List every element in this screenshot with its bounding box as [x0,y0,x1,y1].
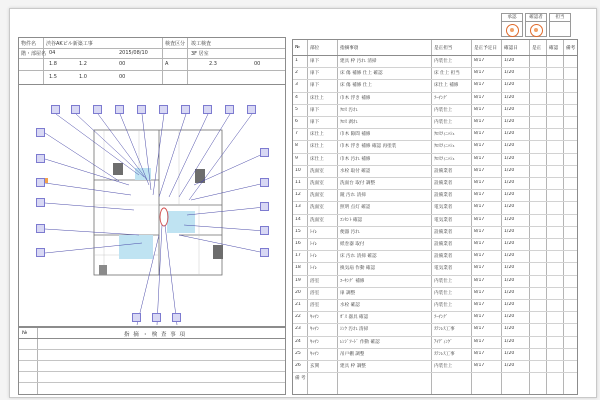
marker-box[interactable] [51,105,60,114]
table-cell: 電気業者 [434,266,453,272]
table-cell: 1/20 [504,180,515,185]
table-cell: ﾄｲﾚ [310,254,317,260]
table-cell: 8/17 [474,131,485,137]
marker-box[interactable] [137,105,146,114]
table-cell: ﾄｲﾚ [310,229,317,235]
marker-box[interactable] [36,248,45,257]
table-cell: 1/20 [504,106,515,112]
table-row[interactable] [293,276,577,288]
table-cell: 浴室 [310,290,320,296]
table-row[interactable] [293,56,577,68]
marker-box[interactable] [132,313,141,322]
list-header-cell: 部位 [310,46,320,51]
table-cell: 巾木 隙間 補修 [340,132,371,138]
table-cell: 1/20 [504,119,515,124]
list-footer-label: 備 考 [295,376,306,382]
remarks-no-header: № [22,330,28,336]
table-row[interactable] [293,227,577,239]
marker-box[interactable] [181,105,190,114]
table-cell: 1/20 [504,143,515,149]
table-cell: 8/17 [474,363,485,368]
table-cell: 内装仕上 [434,59,453,64]
table-row[interactable] [293,263,577,275]
marker-box[interactable] [260,248,269,257]
table-cell: 15 [295,228,301,234]
table-cell: 1/20 [504,70,515,76]
table-cell: 8/17 [474,350,485,356]
table-cell: 内装仕上 [434,278,453,284]
site-label: 物件名 [21,41,37,47]
table-cell: 22 [295,314,301,320]
list-header-cell: № [295,45,300,50]
stamp-approve [501,13,523,37]
marker-box[interactable] [159,105,168,114]
table-cell: 7 [295,131,298,137]
table-cell: 8/17 [474,314,485,320]
approval-stamps [501,13,575,37]
marker-box[interactable] [152,313,161,322]
table-cell: 8/17 [474,106,485,112]
table-row[interactable] [293,361,577,373]
table-cell: 扉下 [310,83,320,89]
table-cell: 玄関 [310,364,320,369]
table-row[interactable] [293,154,577,166]
table-cell: 1/20 [504,326,515,332]
table-cell: ｷｯﾁﾝ [310,351,320,357]
marker-box[interactable] [115,105,124,114]
list-header-cell: 是正担当 [434,46,453,51]
marker-box[interactable] [71,105,80,114]
table-cell: 巾木 浮き 補修 [340,95,371,101]
floor-value-code: 04 [49,50,56,56]
table-cell: 浴室 [310,278,320,284]
table-cell: 洗面室 [310,193,324,199]
table-cell: 建具 枠 調整 [340,364,366,369]
table-cell: 1/20 [504,167,515,173]
inspection-type-value: 竣工検査 [191,41,212,47]
table-cell: ｶﾞｽ 器具 確認 [340,315,369,321]
table-cell: ｸﾛｽﾌｨﾆｯｼｭ [434,132,455,138]
table-cell: 内装仕上 [434,364,453,369]
table-cell: 1/20 [504,192,515,198]
marker-box[interactable] [172,313,181,322]
table-cell: 1/20 [504,302,515,307]
floor-label: 階・部屋名 [21,51,47,57]
marker-box[interactable] [260,202,269,211]
table-row[interactable] [293,190,577,202]
table-cell: 8/17 [474,82,485,88]
table-cell: 25 [295,350,301,356]
table-cell: 18 [295,265,301,271]
table-cell: 1/20 [504,228,515,234]
table-cell: 設備業者 [434,254,453,260]
document-sheet [9,8,597,398]
table-cell: 8/17 [474,228,485,234]
marker-box[interactable] [260,148,269,157]
table-cell: 16 [295,241,301,246]
table-cell: 10 [295,167,301,173]
table-cell: 1/20 [504,94,515,100]
table-cell: 5 [295,106,298,112]
table-cell: 8/17 [474,302,485,307]
table-cell: ﾌｰﾁﾝｸﾞ [434,315,448,321]
inspection-info-header [18,37,286,85]
table-cell: 14 [295,216,301,222]
site-value: 渋谷AKビル新築工事 [46,41,93,47]
table-cell: 8/17 [474,265,485,271]
table-cell: 洗面台 取付 調整 [340,181,376,186]
floor-plan-drawing [18,85,286,327]
table-cell: 床 仕上 担当 [434,71,460,77]
table-row[interactable] [293,202,577,214]
table-cell: 設備業者 [434,242,453,247]
table-cell: 内装仕上 [434,107,453,113]
marker-box[interactable] [36,154,45,163]
table-cell: 1/20 [504,350,515,356]
table-cell: ﾄｲﾚ [310,242,317,247]
table-cell: 扉下 [310,59,320,64]
table-cell: 8/17 [474,338,485,344]
list-header-cell: 指摘事項 [340,46,359,51]
table-cell: 1/20 [504,131,515,137]
table-cell: ｷｯﾁﾝ [310,339,320,345]
table-cell: 水栓 確認 [340,303,360,308]
table-cell: 8/17 [474,192,485,198]
table-row[interactable] [293,215,577,227]
table-row[interactable] [293,239,577,251]
table-cell: 8/17 [474,180,485,185]
table-cell: 床仕上 [310,156,324,162]
table-cell: 水栓 取付 確認 [340,168,371,174]
table-cell: 1/20 [504,338,515,344]
table-cell: 床 傷 補修 仕上 確認 [340,71,383,77]
table-cell: ﾌｰﾁﾝｸﾞ [434,95,448,101]
table-cell: 1/20 [504,265,515,271]
list-footer-row [293,373,577,385]
marker-box[interactable] [36,224,45,233]
table-cell: 内装仕上 [434,120,453,125]
table-row[interactable] [293,129,577,141]
table-cell: ﾚﾝｼﾞﾌｰﾄﾞ 作動 確認 [340,339,380,345]
table-cell: 吊戸棚 調整 [340,351,365,357]
table-row[interactable] [293,288,577,300]
table-row[interactable] [293,166,577,178]
table-cell: 8/17 [474,70,485,76]
floor-value: 3F 居室 [191,51,209,57]
info-value: 1.0 [79,74,87,80]
table-cell: 巾木 汚れ 補修 [340,156,371,162]
info-value: 1.8 [49,61,57,67]
table-row[interactable] [293,349,577,361]
table-cell: 8/17 [474,204,485,210]
table-cell: 電気業者 [434,205,453,211]
table-row[interactable] [293,93,577,105]
inspection-list-table [292,39,578,395]
info-value: 00 [254,61,261,67]
marker-box[interactable] [247,105,256,114]
marker-box[interactable] [36,198,45,207]
table-cell: 8/17 [474,155,485,161]
seal-icon [506,24,519,37]
table-row[interactable] [293,178,577,190]
remarks-table [18,327,286,395]
table-cell: 9 [295,155,298,161]
table-cell: 建具 枠 汚れ 清掃 [340,59,377,64]
table-cell: ｸﾛｽﾌｨﾆｯｼｭ [434,156,455,162]
table-cell: 1/20 [504,314,515,320]
table-cell: 洗面室 [310,205,324,211]
table-cell: ｼﾝｸ 汚れ 清掃 [340,327,369,333]
table-row[interactable] [293,68,577,80]
info-value: 1.5 [49,74,57,80]
table-cell: 1 [295,58,298,63]
table-cell: ｺﾝｾﾝﾄ 確認 [340,217,363,223]
table-cell: 1/20 [504,241,515,246]
table-cell: 8/17 [474,326,485,332]
table-cell: 17 [295,253,301,259]
table-cell: 8/17 [474,167,485,173]
list-header-cell: 是正予定日 [474,46,497,51]
table-row[interactable] [293,117,577,129]
table-cell: 13 [295,204,301,210]
list-header-cell: 是正 [532,46,542,51]
table-cell: 設備業者 [434,193,453,199]
table-cell: 洗面室 [310,181,324,186]
table-cell: 1/20 [504,58,515,63]
stamp-header: 担当 [550,14,570,22]
marker-box[interactable] [36,178,45,187]
table-cell: 19 [295,277,301,283]
info-value: 1.2 [79,61,87,67]
table-cell: 床仕上 [310,144,324,150]
table-cell: ｽﾃﾝﾚｽ工事 [434,327,455,333]
list-header-cell: 確認日 [504,46,518,51]
table-cell: ｸﾛｽ 剥れ [340,120,358,125]
table-cell: 1/20 [504,216,515,222]
table-cell: 洗面室 [310,168,324,174]
table-cell: 換気扇 作動 確認 [340,266,376,272]
stamp-header: 承認 [502,14,522,22]
marker-box[interactable] [225,105,234,114]
table-cell: 6 [295,119,298,124]
table-cell: 巾木 浮き 補修 確認 再塗装 [340,144,397,150]
table-cell: 26 [295,363,301,368]
table-cell: 床仕上 [310,95,324,101]
floor-plan-svg [19,85,285,325]
table-cell: ｸﾛｽﾌｨﾆｯｼｭ [434,144,455,150]
table-cell: 8/17 [474,58,485,63]
table-cell: 20 [295,289,301,295]
table-cell: 浴室 [310,303,320,308]
table-cell: 設備業者 [434,181,453,186]
table-cell: 8/17 [474,253,485,259]
table-cell: 設備業者 [434,168,453,174]
list-header-cell: 確認 [549,46,559,51]
marker-box[interactable] [260,178,269,187]
table-cell: 1/20 [504,204,515,210]
table-cell: 洗面室 [310,217,324,223]
table-cell: 24 [295,338,301,344]
seal-icon [530,24,543,37]
stamp-confirm [525,13,547,37]
stamp-header: 確認者 [526,14,546,22]
info-value: 00 [119,61,126,67]
info-value: 00 [119,74,126,80]
table-cell: 2 [295,70,298,76]
table-cell: 8/17 [474,143,485,149]
table-cell: 11 [295,180,301,185]
table-cell: 扉下 [310,71,320,77]
stamp-staff [549,13,571,37]
table-cell: 1/20 [504,289,515,295]
table-cell: ｽﾃﾝﾚｽ工事 [434,351,455,357]
table-row[interactable] [293,80,577,92]
table-cell: ｸﾛｽ 汚れ [340,107,358,113]
table-row[interactable] [293,105,577,117]
table-cell: 電気業者 [434,217,453,223]
list-header-row [293,40,577,56]
table-cell: 1/20 [504,155,515,161]
info-value: 2.3 [209,61,217,67]
table-cell: 床仕上 補修 [434,83,459,89]
marker-box[interactable] [203,105,212,114]
table-cell: ｱｲﾃﾞｨﾝｸﾞ [434,339,453,345]
table-cell: 床 汚れ 清掃 確認 [340,254,377,260]
table-cell: 4 [295,94,298,100]
marker-box[interactable] [36,128,45,137]
table-row[interactable] [293,251,577,263]
table-cell: 照明 点灯 確認 [340,205,371,211]
list-header-cell: 備考 [566,46,576,51]
table-row[interactable] [293,337,577,349]
table-cell: 床仕上 [310,132,324,138]
table-cell: ｷｯﾁﾝ [310,315,320,321]
table-cell: 扉下 [310,107,320,113]
table-cell: 8/17 [474,277,485,283]
table-cell: 扉 調整 [340,290,356,296]
table-cell: 8/17 [474,289,485,295]
table-row[interactable] [293,324,577,336]
table-cell: 8/17 [474,216,485,222]
table-cell: ﾄｲﾚ [310,266,317,272]
table-cell: 床 傷 補修 仕上 [340,83,372,89]
table-cell: 1/20 [504,253,515,259]
table-cell: ｷｯﾁﾝ [310,327,320,333]
table-cell: 設備業者 [434,229,453,235]
table-cell: 鏡 汚れ 清掃 [340,193,366,199]
table-cell: ｺｰｷﾝｸﾞ 補修 [340,278,365,284]
marker-box[interactable] [93,105,102,114]
table-cell: 1/20 [504,82,515,88]
table-cell: 12 [295,192,301,198]
table-cell: 1/20 [504,363,515,368]
inspection-date: 2015/08/10 [119,50,148,56]
remarks-title: 指 摘 ・ 検 査 事 項 [124,332,186,338]
marker-box[interactable] [260,226,269,235]
table-row[interactable] [293,312,577,324]
table-cell: 23 [295,326,301,332]
table-cell: 扉下 [310,120,320,125]
table-cell: 内装仕上 [434,290,453,296]
table-cell: 紙巻器 取付 [340,242,365,247]
table-cell: 8/17 [474,241,485,246]
table-cell: 1/20 [504,277,515,283]
info-value: A [165,61,169,67]
table-cell: 3 [295,82,298,88]
table-cell: 21 [295,302,301,307]
inspection-type-label: 検査区分 [165,41,186,47]
table-cell: 便器 汚れ [340,229,360,235]
table-cell: 内装仕上 [434,303,453,308]
table-cell: 8/17 [474,119,485,124]
table-row[interactable] [293,141,577,153]
table-row[interactable] [293,300,577,312]
table-cell: 8 [295,143,298,149]
table-cell: 8/17 [474,94,485,100]
